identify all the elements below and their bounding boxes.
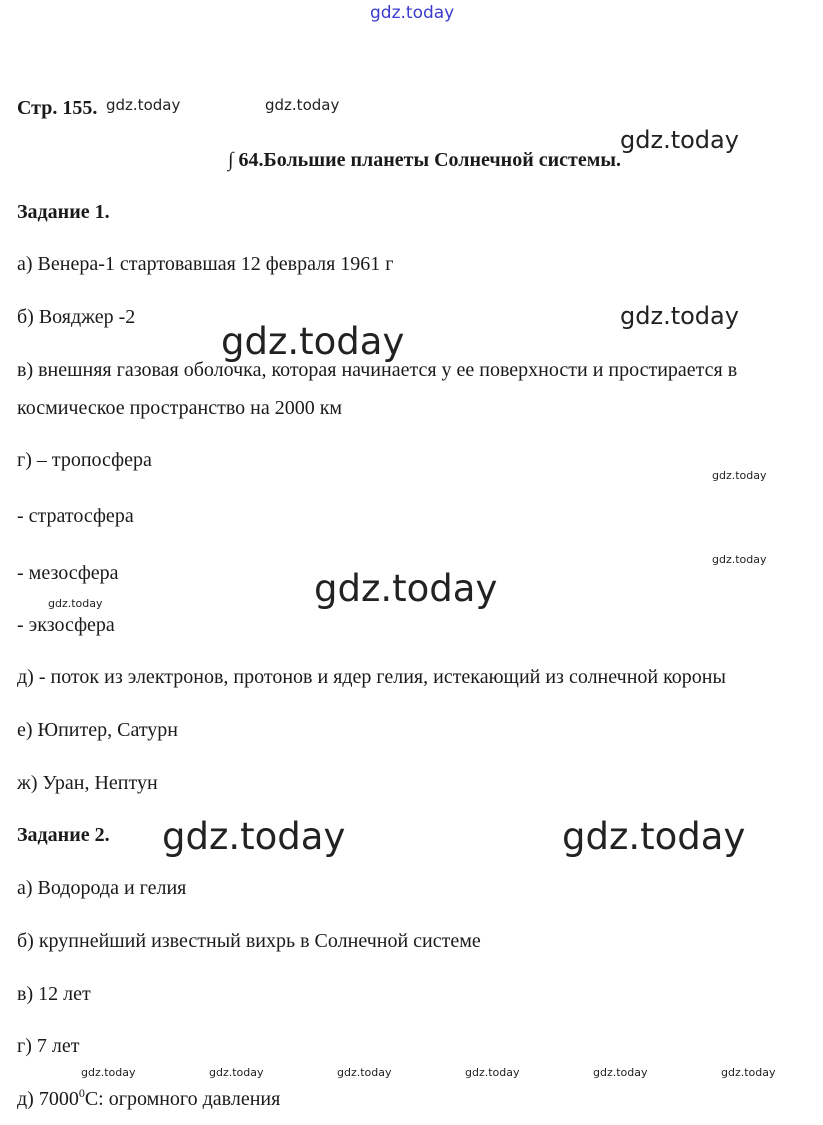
watermark: gdz.today <box>48 597 103 610</box>
watermark: gdz.today <box>106 96 181 114</box>
watermark: gdz.today <box>620 126 739 154</box>
section-title: ∫ 64.Большие планеты Солнечной системы. <box>228 149 621 171</box>
watermark: gdz.today <box>593 1066 648 1079</box>
watermark: gdz.today <box>265 96 340 114</box>
watermark: gdz.today <box>712 553 767 566</box>
task2-answer-d-prefix: д) 7000 <box>17 1088 79 1110</box>
watermark: gdz.today <box>209 1066 264 1079</box>
task1-answer-e: е) Юпитер, Сатурн <box>17 719 178 741</box>
task1-answer-g: г) – тропосфера <box>17 449 152 471</box>
watermark: gdz.today <box>314 567 498 610</box>
task1-answer-zh: ж) Уран, Нептун <box>17 772 158 794</box>
watermark-top: gdz.today <box>370 3 455 23</box>
task1-answer-g2: - стратосфера <box>17 505 134 527</box>
watermark: gdz.today <box>620 302 739 330</box>
task1-answer-g3: - мезосфера <box>17 562 119 584</box>
watermark: gdz.today <box>162 815 346 858</box>
task2-title: Задание 2. <box>17 824 110 846</box>
task1-answer-d: д) - поток из электронов, протонов и ядер гелия, истекающий из солнечной короны <box>17 666 726 688</box>
watermark: gdz.today <box>81 1066 136 1079</box>
watermark: gdz.today <box>562 815 746 858</box>
task1-answer-g4: - экзосфера <box>17 614 115 636</box>
task1-answer-v-line2: космическое пространство на 2000 км <box>17 397 343 419</box>
degree-superscript: 0 <box>78 1086 85 1100</box>
task2-answer-g: г) 7 лет <box>17 1035 80 1057</box>
task1-title: Задание 1. <box>17 201 110 223</box>
task2-answer-d <box>17 1087 280 1111</box>
task1-answer-b: б) Вояджер -2 <box>17 306 136 328</box>
task2-answer-a: а) Водорода и гелия <box>17 877 187 899</box>
watermark: gdz.today <box>221 320 405 363</box>
task1-answer-a: а) Венера-1 стартовавшая 12 февраля 1961 г <box>17 253 394 275</box>
task2-answer-v: в) 12 лет <box>17 983 91 1005</box>
task1-answer-v-line1: в) внешняя газовая оболочка, которая начинается у ее поверхности и простирается в <box>17 359 738 381</box>
watermark: gdz.today <box>337 1066 392 1079</box>
task2-answer-d-suffix: С: огромного давления <box>84 1088 281 1110</box>
watermark: gdz.today <box>712 469 767 482</box>
watermark: gdz.today <box>721 1066 776 1079</box>
page-reference: Стр. 155. <box>17 97 98 119</box>
watermark: gdz.today <box>465 1066 520 1079</box>
task2-answer-b: б) крупнейший известный вихрь в Солнечной системе <box>17 930 481 952</box>
